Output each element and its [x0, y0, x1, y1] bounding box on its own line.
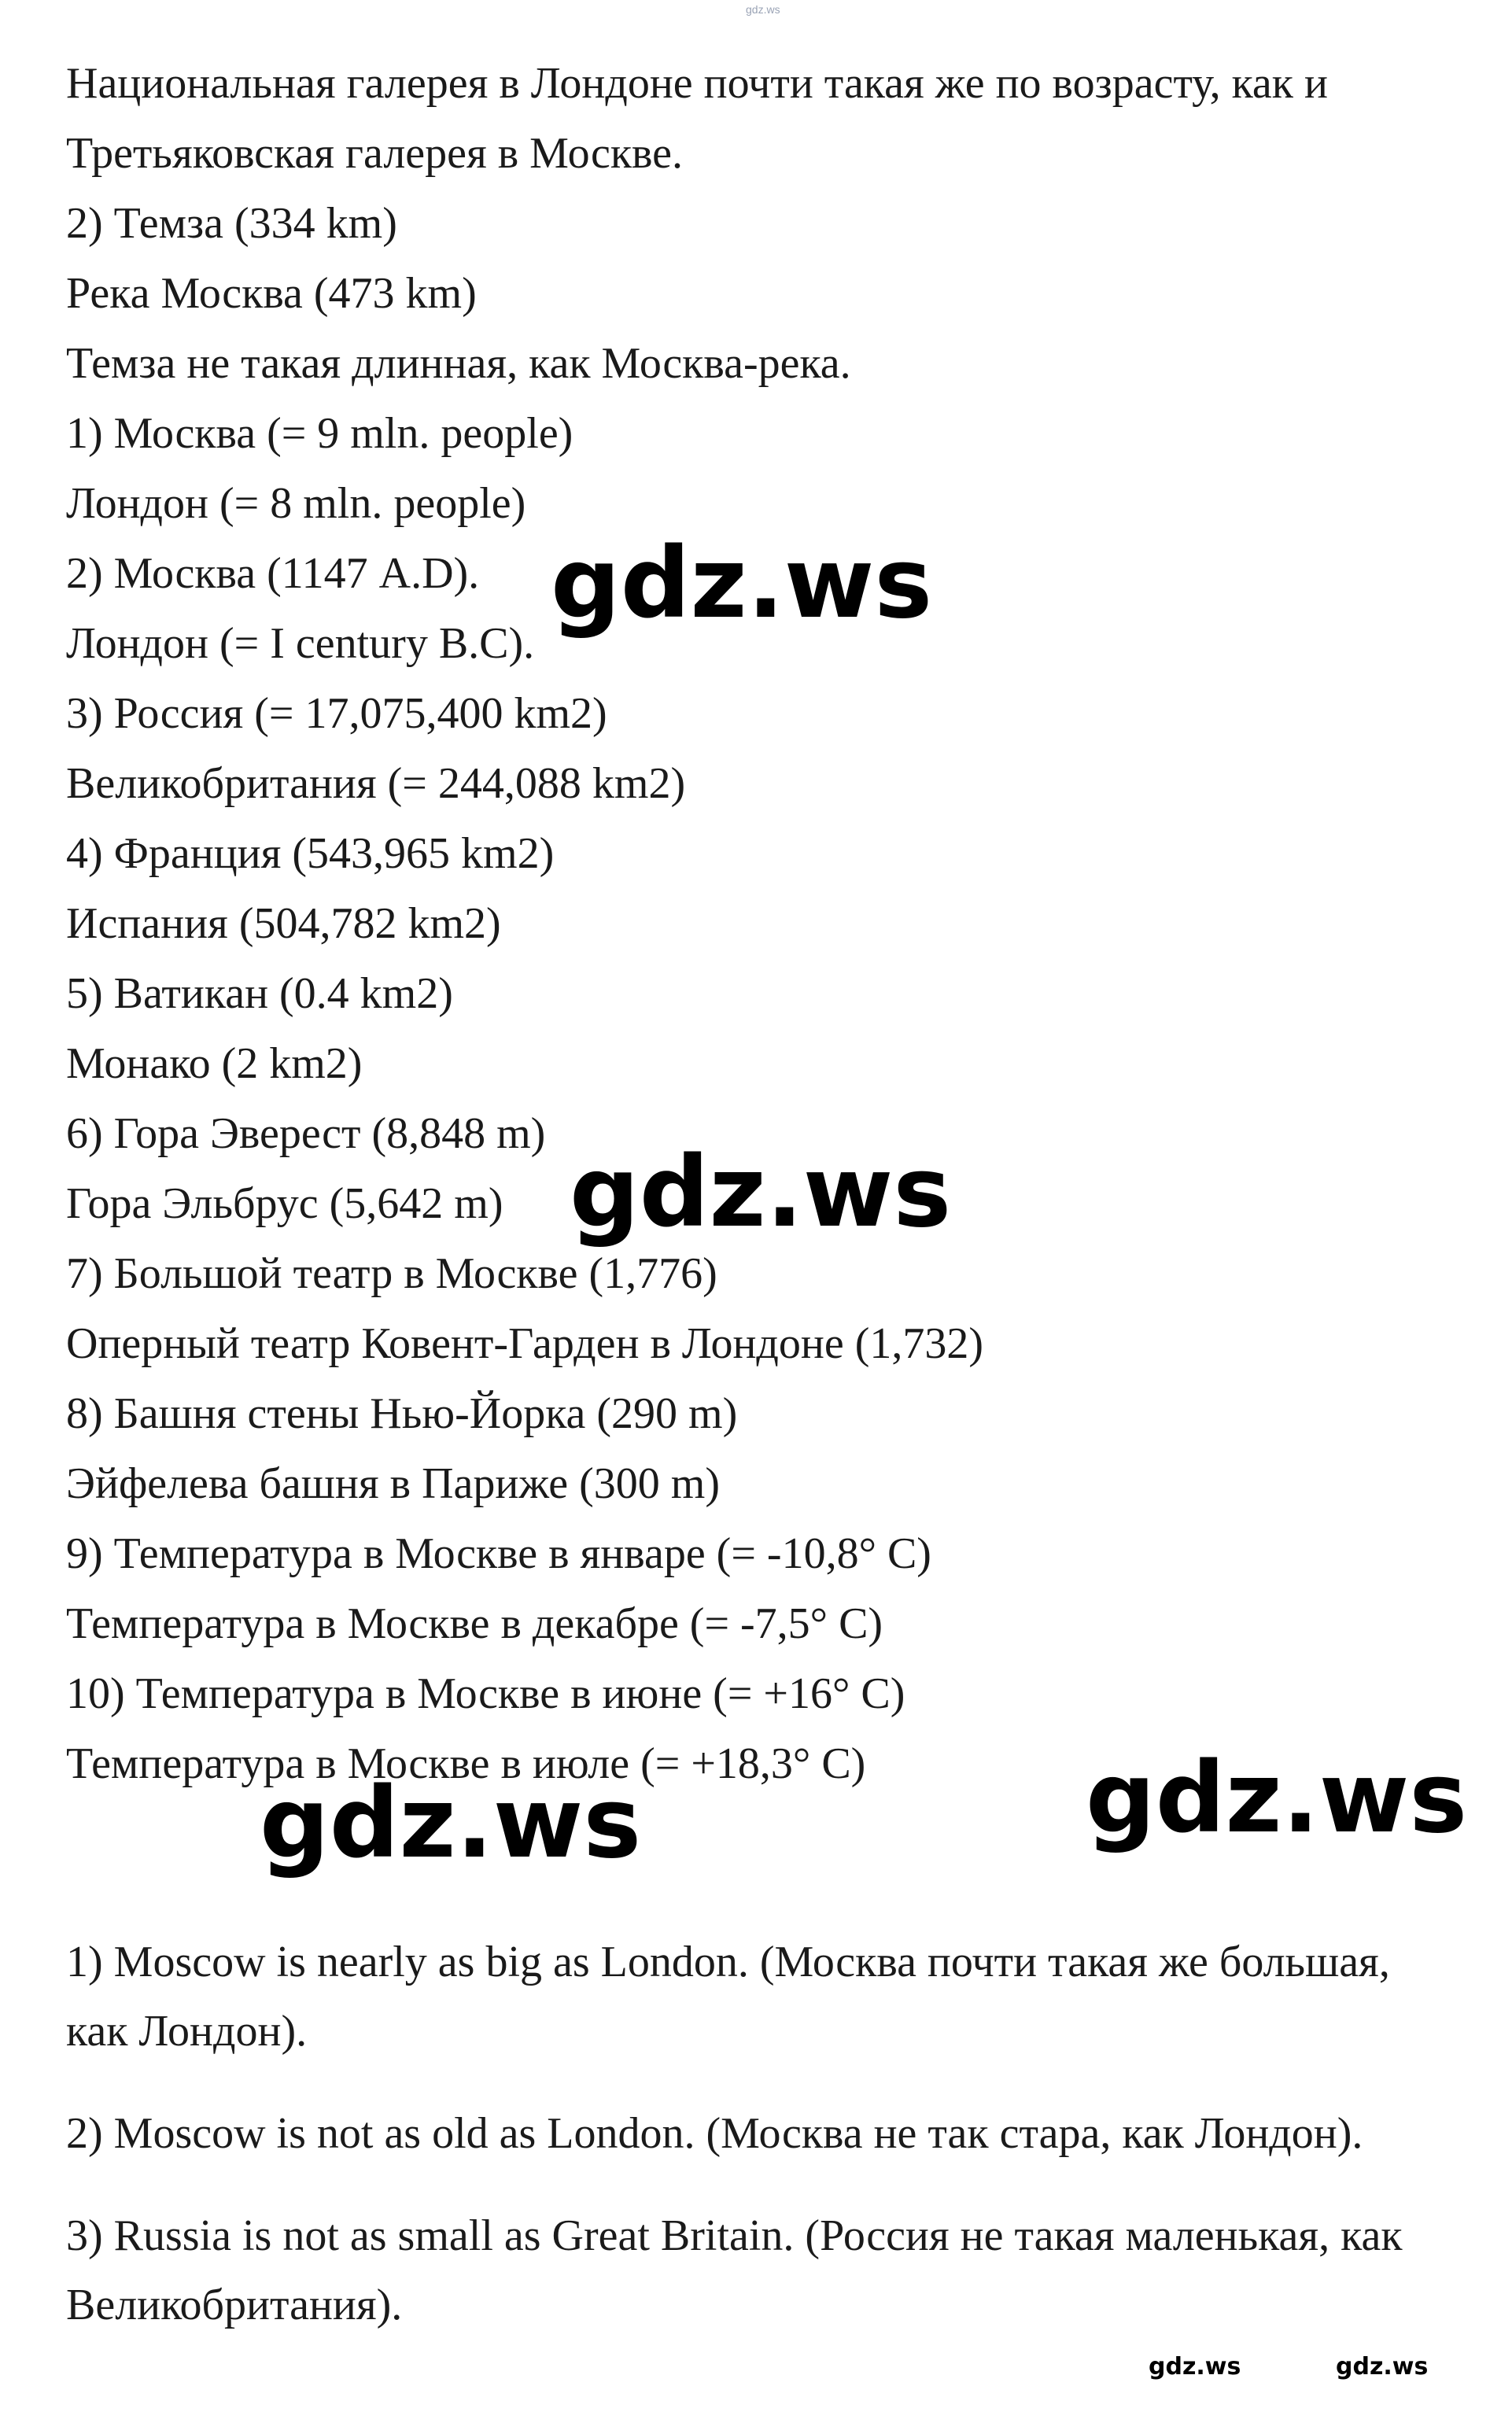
- text-line: Температура в Москве в июле (= +18,3° C): [66, 1739, 866, 1788]
- text-line: 5) Ватикан (0.4 km2): [66, 969, 453, 1018]
- text-line: 4) Франция (543,965 km2): [66, 829, 555, 878]
- watermark: gdz.ws: [1336, 2353, 1429, 2381]
- text-line: 10) Температура в Москве в июне (= +16° C): [66, 1669, 905, 1718]
- text-line: Оперный театр Ковент-Гарден в Лондоне (1,732): [66, 1319, 984, 1368]
- text-line: 1) Москва (= 9 mln. people): [66, 409, 573, 458]
- watermark: gdz.ws: [570, 1136, 952, 1249]
- text-line: 3) Россия (= 17,075,400 km2): [66, 689, 607, 738]
- comparison-list: [66, 49, 1328, 1799]
- text-line: Великобритания (= 244,088 km2): [66, 759, 686, 808]
- text-line: 6) Гора Эверест (8,848 m): [66, 1109, 546, 1158]
- text-line: Река Москва (473 km): [66, 269, 477, 318]
- text-line: Температура в Москве в декабре (= -7,5° C): [66, 1599, 883, 1648]
- watermark: gdz.ws: [1149, 2353, 1241, 2381]
- watermark: gdz.ws: [260, 1767, 642, 1880]
- text-line: Лондон (= I century B.C).: [66, 619, 535, 668]
- text-line: 2) Темза (334 km): [66, 199, 397, 248]
- text-line: Испания (504,782 km2): [66, 899, 501, 948]
- answer-paragraph: 2) Moscow is not as old as London. (Москва не так стара, как Лондон).: [66, 2109, 1363, 2158]
- header-watermark: gdz.ws: [746, 3, 780, 16]
- text-line: Гора Эльбрус (5,642 m): [66, 1179, 503, 1228]
- watermark: gdz.ws: [551, 527, 933, 640]
- text-line: 9) Температура в Москве в январе (= -10,8° C): [66, 1529, 931, 1578]
- answer-paragraph: 3) Russia is not as small as Great Britain. (Россия не такая маленькая, как Великобритания).: [66, 2211, 1403, 2329]
- text-line: Третьяковская галерея в Москве.: [66, 129, 683, 178]
- text-line: 2) Москва (1147 A.D).: [66, 549, 480, 598]
- watermark: gdz.ws: [1086, 1742, 1468, 1855]
- text-line: 8) Башня стены Нью-Йорка (290 m): [66, 1389, 738, 1438]
- text-line: Темза не такая длинная, как Москва-река.: [66, 339, 851, 388]
- text-line: Лондон (= 8 mln. people): [66, 479, 526, 528]
- answer-section: [66, 1927, 1451, 2373]
- answer-paragraph: 1) Moscow is nearly as big as London. (Москва почти такая же большая, как Лондон).: [66, 1938, 1390, 2056]
- text-line: Национальная галерея в Лондоне почти такая же по возрасту, как и: [66, 59, 1328, 108]
- text-line: Монако (2 km2): [66, 1039, 363, 1088]
- text-line: Эйфелева башня в Париже (300 m): [66, 1459, 721, 1508]
- text-line: 7) Большой театр в Москве (1,776): [66, 1249, 717, 1298]
